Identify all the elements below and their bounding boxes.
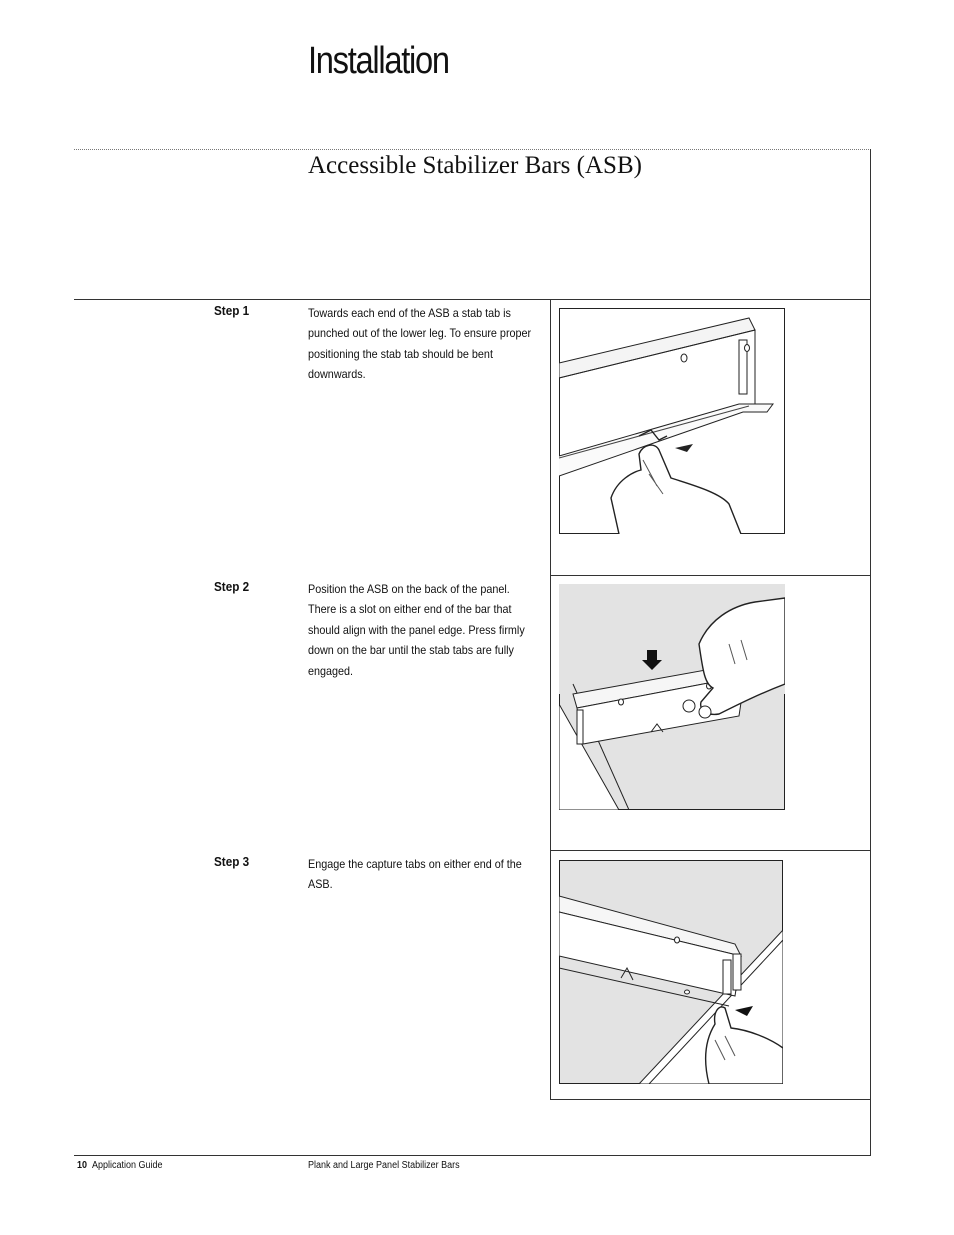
section-title: Accessible Stabilizer Bars (ASB) (308, 152, 642, 179)
footer-guide-name: Application Guide (92, 1160, 163, 1171)
step-1-text: Towards each end of the ASB a stab tab is punched out of the lower leg. To ensure proper positioning the stab tab should be bent downwards. (308, 306, 532, 382)
hand-bending-stab-tab-illustration (559, 308, 785, 534)
hand-engaging-capture-tab-illustration (559, 860, 783, 1084)
step-2-rule (550, 575, 871, 576)
step-2-label: Step 2 (214, 579, 250, 594)
step-1-figure (559, 308, 785, 534)
step-3-label: Step 3 (214, 854, 250, 869)
step-2-figure (559, 584, 785, 810)
header-divider (74, 149, 871, 150)
steps-end-rule (550, 1099, 871, 1100)
step-3-text: Engage the capture tabs on either end of the ASB. (308, 857, 522, 892)
footer-rule (74, 1155, 871, 1156)
figure-column-divider (550, 299, 551, 1099)
step-2-text: Position the ASB on the back of the panel. There is a slot on either end of the bar that should align with the panel edge. Press firmly down on the bar until the stab tabs are fully engaged. (308, 582, 525, 678)
step-3-figure (559, 860, 783, 1084)
page-title: Installation (308, 40, 449, 82)
step-1-label: Step 1 (214, 303, 250, 318)
step-1-rule (74, 299, 871, 300)
footer-left (77, 1160, 163, 1171)
hand-pressing-bar-onto-panel-illustration (559, 584, 785, 810)
step-3-rule (550, 850, 871, 851)
footer-document-title: Plank and Large Panel Stabilizer Bars (308, 1160, 460, 1171)
footer-page-number: 10 (77, 1160, 88, 1171)
